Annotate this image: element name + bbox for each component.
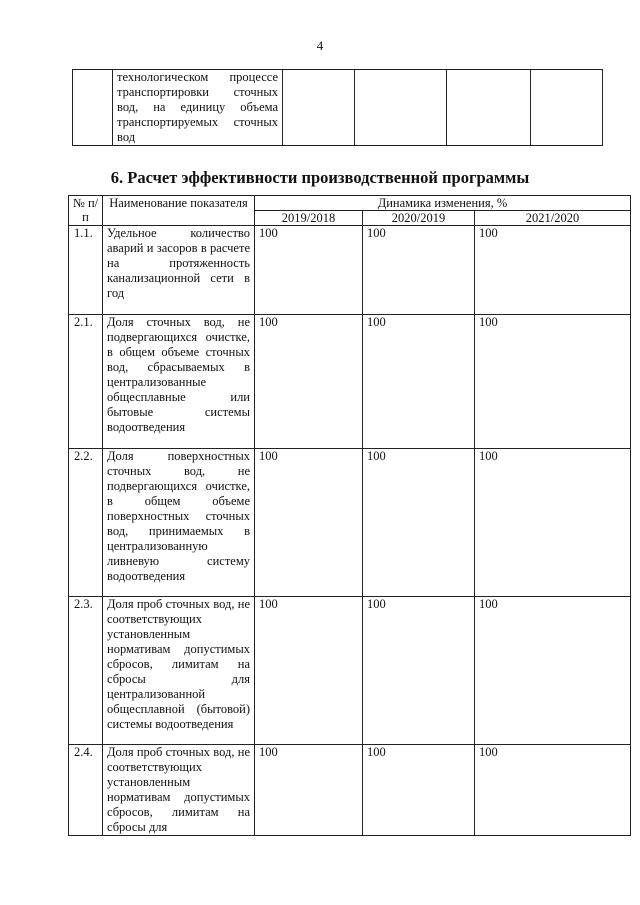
row-indicator-name: Доля сточных вод, не подвергающихся очистке, в общем объеме сточных вод, сбрасываемых в централизованные общесплавные или бытовые системы водоотведения [103, 315, 255, 449]
row-indicator-name: Доля проб сточных вод, не соответствующих установленным нормативам допустимых сбросов, лимитам на сбросы для [103, 745, 255, 836]
row-value: 100 [475, 449, 631, 597]
continuation-text: технологическом процессе транспортировки сточных вод, на единицу объема транспортируемых сточных вод [113, 70, 283, 146]
row-value: 100 [475, 597, 631, 745]
row-value: 100 [363, 745, 475, 836]
row-number: 2.2. [69, 449, 103, 597]
row-value: 100 [255, 597, 363, 745]
header-row-1 [69, 196, 631, 211]
row-value: 100 [255, 226, 363, 315]
row-value: 100 [363, 449, 475, 597]
continuation-cell-empty [283, 70, 355, 146]
row-value: 100 [255, 745, 363, 836]
header-period: 2020/2019 [363, 211, 475, 226]
table-row [69, 226, 631, 315]
row-number: 2.4. [69, 745, 103, 836]
table-row [69, 745, 631, 836]
efficiency-table [68, 195, 631, 836]
page-number: 4 [316, 38, 324, 53]
header-number: № п/п [69, 196, 103, 226]
continuation-row [73, 70, 603, 146]
section-title: 6. Расчет эффективности производственной программы [110, 168, 530, 187]
row-number: 2.3. [69, 597, 103, 745]
header-name: Наименование показателя [103, 196, 255, 226]
row-indicator-name: Удельное количество аварий и засоров в расчете на протяженность канализационной сети в год [103, 226, 255, 315]
row-number: 2.1. [69, 315, 103, 449]
row-value: 100 [475, 745, 631, 836]
continuation-cell-empty [531, 70, 603, 146]
header-period: 2021/2020 [475, 211, 631, 226]
row-value: 100 [255, 449, 363, 597]
continuation-cell-empty [447, 70, 531, 146]
continuation-cell-empty [73, 70, 113, 146]
row-indicator-name: Доля поверхностных сточных вод, не подвергающихся очистке, в общем объеме поверхностных сточных вод, принимаемых в централизованную ливневую систему водоотведения [103, 449, 255, 597]
row-value: 100 [363, 597, 475, 745]
continuation-cell-empty [355, 70, 447, 146]
row-value: 100 [363, 315, 475, 449]
table-row [69, 449, 631, 597]
table-row [69, 597, 631, 745]
row-number: 1.1. [69, 226, 103, 315]
row-value: 100 [255, 315, 363, 449]
row-value: 100 [363, 226, 475, 315]
row-value: 100 [475, 226, 631, 315]
continuation-table [72, 69, 603, 146]
row-value: 100 [475, 315, 631, 449]
table-row [69, 315, 631, 449]
header-period: 2019/2018 [255, 211, 363, 226]
header-dynamics: Динамика изменения, % [255, 196, 631, 211]
row-indicator-name: Доля проб сточных вод, не соответствующих установленным нормативам допустимых сбросов, лимитам на сбросы для централизованной общесплавной (бытовой) системы водоотведения [103, 597, 255, 745]
